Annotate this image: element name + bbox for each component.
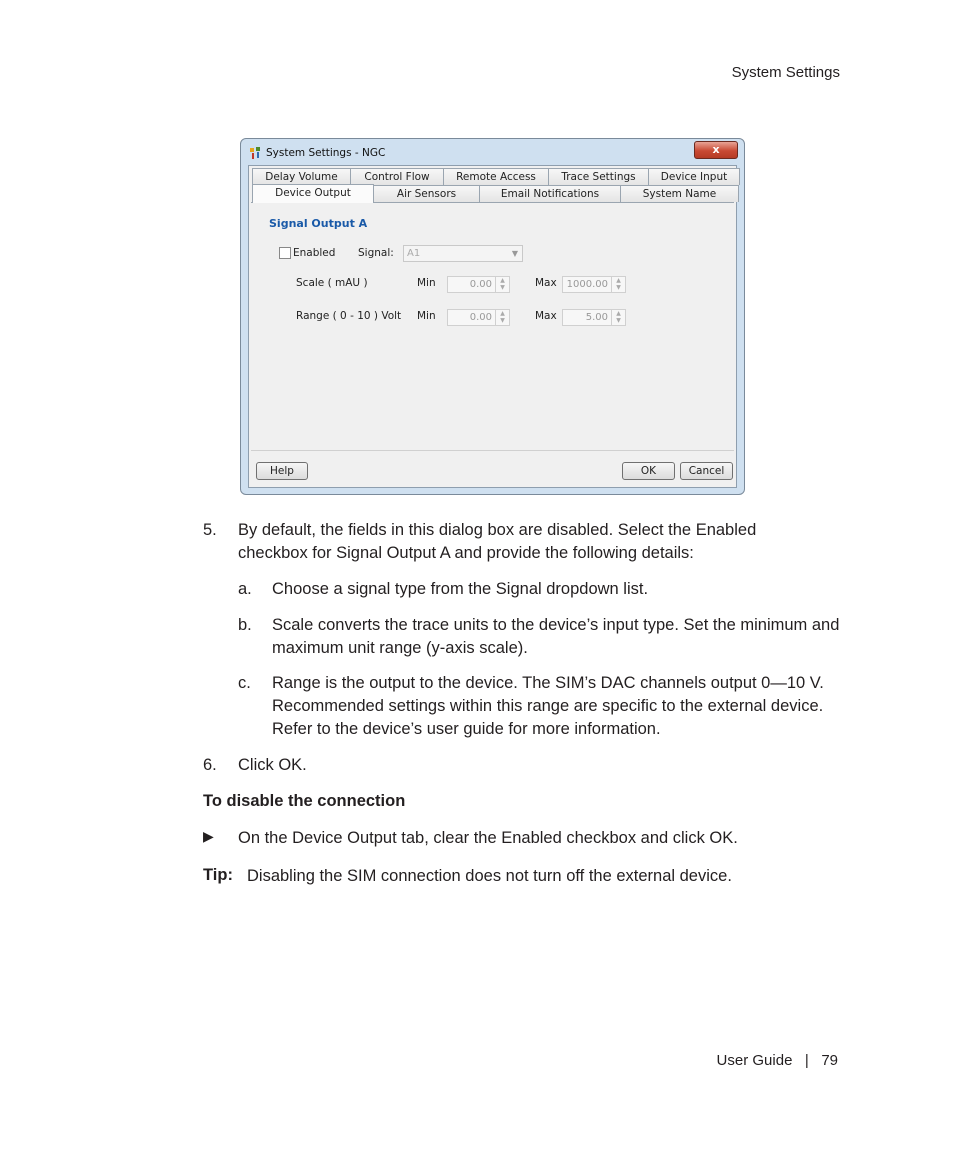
app-icon [249, 146, 262, 159]
tab-air-sensors[interactable]: Air Sensors [373, 185, 480, 202]
tab-email-notifications[interactable]: Email Notifications [479, 185, 621, 202]
tab-system-name[interactable]: System Name [620, 185, 739, 202]
spin-arrows-icon[interactable]: ▲ ▼ [611, 310, 625, 325]
tab-trace-settings[interactable]: Trace Settings [548, 168, 649, 185]
scale-max-value: 1000.00 [566, 279, 608, 290]
range-min-label: Min [417, 310, 436, 322]
chevron-down-icon: ▼ [511, 249, 518, 258]
range-min-value: 0.00 [469, 312, 492, 323]
tip-text: Disabling the SIM connection does not turn off the external device. [247, 867, 732, 885]
signal-value: A1 [407, 248, 421, 259]
triangle-right-icon: ▶ [203, 828, 214, 844]
substep-a-letter: a. [238, 580, 252, 598]
tab-device-output[interactable]: Device Output [252, 184, 374, 203]
tab-row-1 [252, 168, 739, 185]
range-max-label: Max [535, 310, 557, 322]
scale-max-stepper[interactable] [562, 276, 626, 293]
cancel-button[interactable]: Cancel [680, 462, 733, 480]
step-5-text: By default, the fields in this dialog box are disabled. Select the Enabled checkbox for Signal Output A and provide the following details: [238, 521, 757, 562]
enabled-checkbox[interactable] [279, 247, 291, 259]
scale-min-stepper[interactable] [447, 276, 510, 293]
signal-dropdown[interactable] [403, 245, 523, 262]
disable-connection-step: On the Device Output tab, clear the Enabled checkbox and click OK. [238, 829, 738, 847]
enabled-label: Enabled [293, 247, 336, 259]
substep-b-letter: b. [238, 616, 252, 634]
scale-label: Scale ( mAU ) [296, 277, 368, 289]
tab-device-input[interactable]: Device Input [648, 168, 740, 185]
close-button[interactable] [694, 141, 738, 159]
step-6-number: 6. [203, 756, 217, 774]
scale-min-value: 0.00 [469, 279, 492, 290]
spin-arrows-icon[interactable]: ▲ ▼ [611, 277, 625, 292]
tab-control-flow[interactable]: Control Flow [350, 168, 444, 185]
range-max-stepper[interactable] [562, 309, 626, 326]
tip-label: Tip: [203, 866, 233, 884]
scale-max-label: Max [535, 277, 557, 289]
substep-c-letter: c. [238, 674, 251, 692]
spin-arrows-icon[interactable]: ▲ ▼ [495, 277, 509, 292]
system-settings-dialog [240, 138, 745, 495]
scale-min-label: Min [417, 277, 436, 289]
disable-connection-heading: To disable the connection [203, 792, 406, 810]
help-button[interactable]: Help [256, 462, 308, 480]
title-bar [241, 139, 744, 165]
signal-label: Signal: [358, 247, 394, 259]
tab-remote-access[interactable]: Remote Access [443, 168, 549, 185]
substep-b-text: Scale converts the trace units to the device’s input type. Set the minimum and maximum unit range (y-axis scale). [272, 616, 840, 657]
substep-a-text: Choose a signal type from the Signal dropdown list. [272, 580, 649, 598]
step-6-text: Click OK. [238, 756, 307, 774]
dialog-client-area [248, 165, 737, 488]
substep-c-text: Range is the output to the device. The SIM’s DAC channels output 0—10 V. Recommended settings within this range are specific to the external device. Refer to the device’s user guide for more information. [272, 674, 824, 738]
close-icon: x [712, 143, 720, 156]
page-header: System Settings [731, 64, 840, 81]
dialog-title: System Settings - NGC [266, 147, 386, 159]
section-title: Signal Output A [269, 217, 368, 230]
spin-arrows-icon[interactable]: ▲ ▼ [495, 310, 509, 325]
ok-button[interactable]: OK [622, 462, 675, 480]
device-output-panel [251, 202, 734, 449]
tab-row-2 [252, 185, 738, 202]
range-min-stepper[interactable] [447, 309, 510, 326]
step-5-number: 5. [203, 521, 217, 539]
page-footer: User Guide | 79 [716, 1052, 838, 1069]
range-max-value: 5.00 [585, 312, 608, 323]
tab-delay-volume[interactable]: Delay Volume [252, 168, 351, 185]
range-label: Range ( 0 - 10 ) Volt [296, 310, 402, 322]
dialog-footer-divider [251, 450, 734, 451]
